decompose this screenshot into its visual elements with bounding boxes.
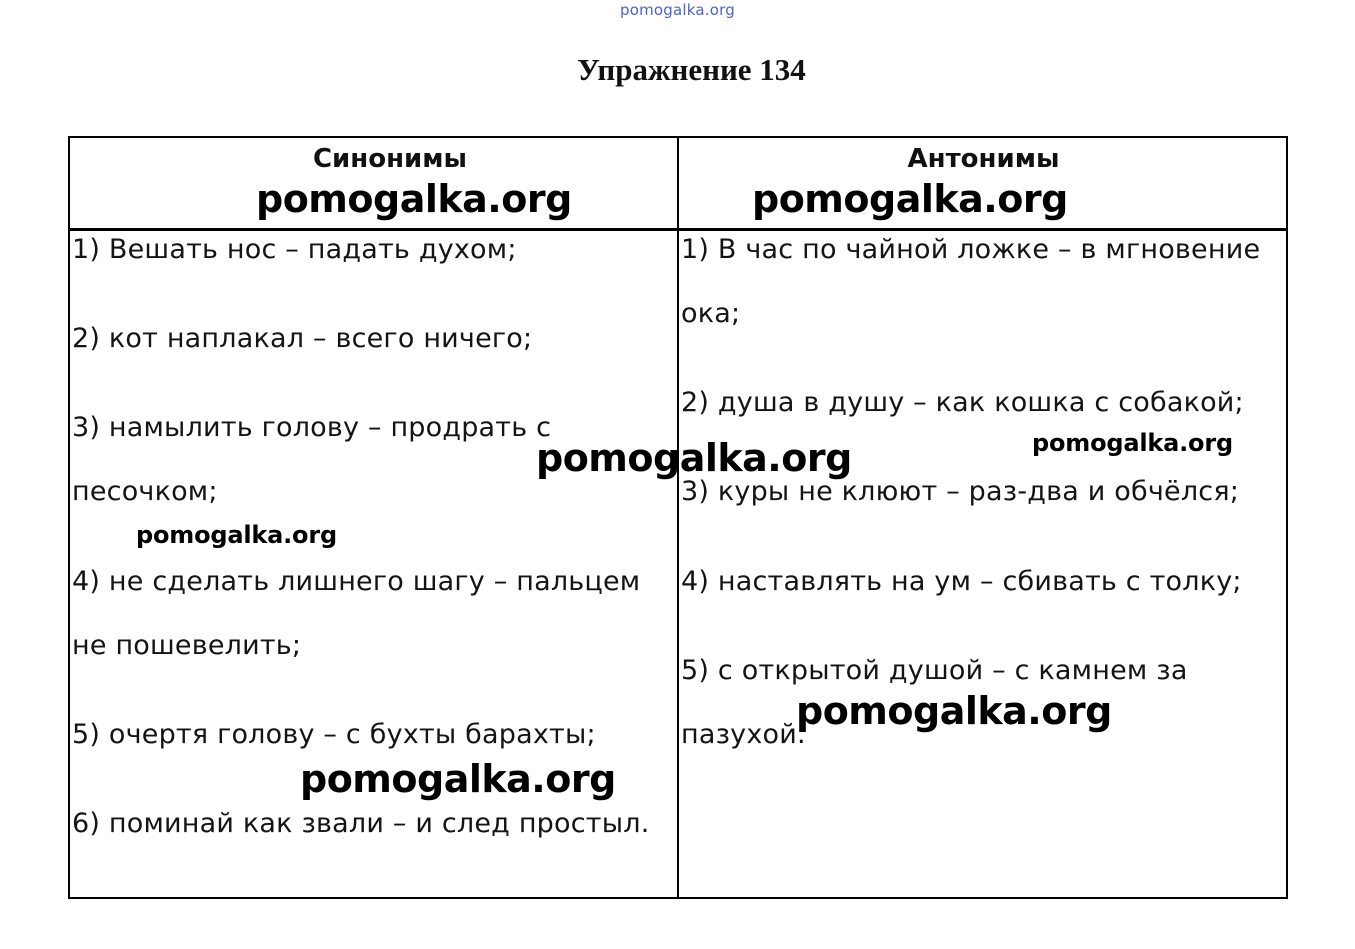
watermark: pomogalka.org <box>256 177 572 221</box>
top-source-watermark: pomogalka.org <box>620 1 735 19</box>
synonyms-column-header: Синонимы <box>312 144 468 174</box>
antonyms-column-header: Антонимы <box>907 144 1060 174</box>
list-item: 2) душа в душу – как кошка с собакой; <box>681 387 1244 418</box>
list-item: пазухой. <box>681 719 806 750</box>
watermark: pomogalka.org <box>300 757 616 801</box>
column-divider <box>677 138 679 897</box>
list-item: не пошевелить; <box>72 630 302 661</box>
list-item: 1) В час по чайной ложке – в мгновение <box>681 234 1261 265</box>
list-item: 4) наставлять на ум – сбивать с толку; <box>681 566 1242 597</box>
exercise-table <box>68 136 1288 899</box>
list-item: 3) куры не клюют – раз-два и обчёлся; <box>681 476 1240 507</box>
list-item: 3) намылить голову – продрать с <box>72 412 552 443</box>
list-item: 4) не сделать лишнего шагу – пальцем <box>72 566 641 597</box>
list-item: 5) с открытой душой – с камнем за <box>681 655 1188 686</box>
list-item: 6) поминай как звали – и след простыл. <box>72 808 650 839</box>
watermark: pomogalka.org <box>536 436 852 480</box>
list-item: 5) очертя голову – с бухты барахты; <box>72 719 596 750</box>
watermark: pomogalka.org <box>136 521 337 549</box>
list-item: 1) Вешать нос – падать духом; <box>72 234 517 265</box>
page-title: Упражнение 134 <box>577 52 806 87</box>
watermark: pomogalka.org <box>796 689 1112 733</box>
watermark: pomogalka.org <box>752 177 1068 221</box>
list-item: песочком; <box>72 476 218 507</box>
watermark: pomogalka.org <box>1032 429 1233 457</box>
list-item: 2) кот наплакал – всего ничего; <box>72 323 533 354</box>
list-item: ока; <box>681 298 741 329</box>
